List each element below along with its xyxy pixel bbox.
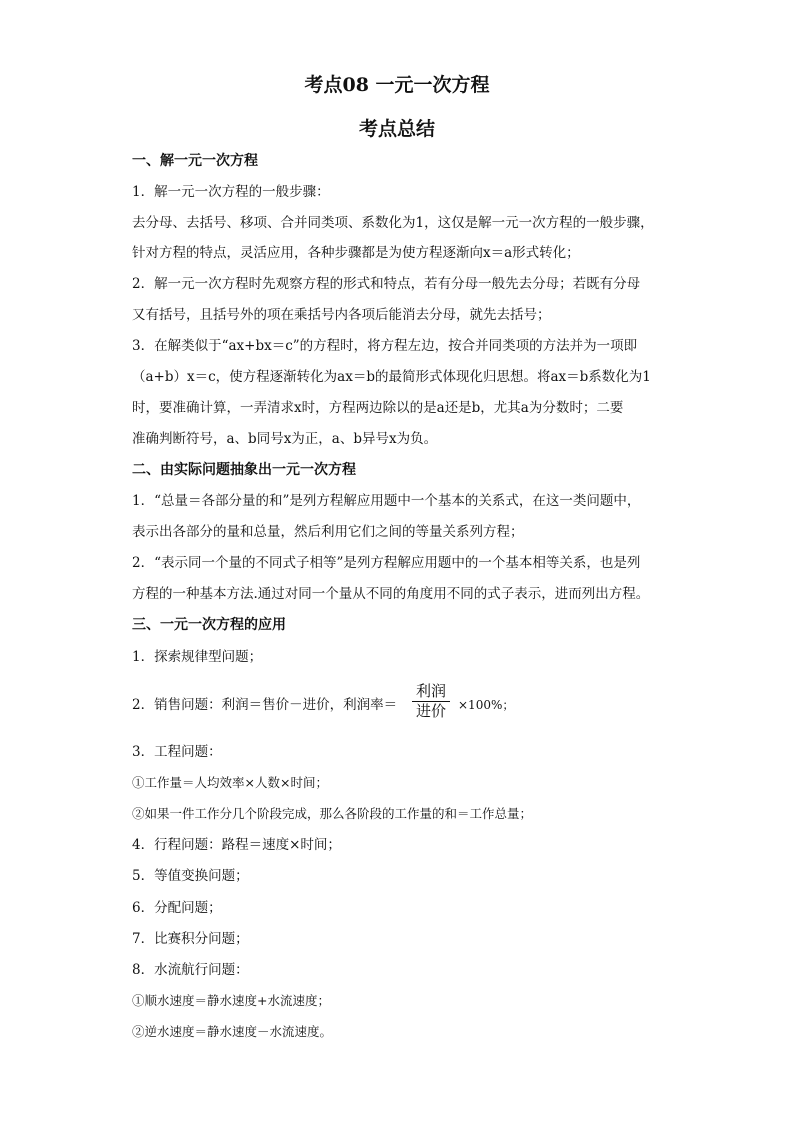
text-line: 去分母、去括号、移项、合并同类项、系数化为1，这仅是解一元一次方程的一般步骤，	[132, 215, 654, 231]
text-line: 时，要准确计算，一弄清求x时，方程两边除以的是a还是b，尤其a为分数时；二要	[132, 400, 624, 416]
profit-rate-fraction	[412, 682, 450, 721]
text-line: 7．比赛积分问题；	[132, 931, 249, 947]
sales-problem-suffix	[458, 696, 514, 714]
fraction-denominator: 进价	[416, 702, 447, 720]
text-line: 准确判断符号，a、b同号x为正，a、b异号x为负。	[132, 431, 438, 447]
text-line: 4．行程问题：路程＝速度×时间；	[132, 837, 341, 853]
section-heading: 一、解一元一次方程	[132, 153, 258, 169]
text-line: 6．分配问题；	[132, 900, 222, 916]
text-line: 1．探索规律型问题；	[132, 649, 263, 665]
section-heading: 三、一元一次方程的应用	[132, 617, 286, 633]
text-line: ②如果一件工作分几个阶段完成，那么各阶段的工作量的和＝工作总量；	[132, 806, 533, 821]
text-line: ①工作量＝人均效率×人数×时间；	[132, 775, 328, 790]
text-line: 方程的一种基本方法.通过对同一个量从不同的角度用不同的式子表示，进而列出方程。	[132, 586, 650, 602]
text-line: 8．水流航行问题：	[132, 962, 249, 978]
text-line: （a+b）x＝c，使方程逐渐转化为ax＝b的最简形式体现化归思想。将ax＝b系数化为1	[132, 369, 651, 385]
sales-problem-prefix	[132, 696, 397, 714]
text-line: 2．“表示同一个量的不同式子相等”是列方程解应用题中的一个基本相等关系，也是列	[132, 555, 641, 571]
text-line: 3．在解类似于“ax+bx＝c”的方程时，将方程左边，按合并同类项的方法并为一项即	[132, 338, 638, 354]
text-line: 1．解一元一次方程的一般步骤：	[132, 184, 330, 200]
text-line: ①顺水速度＝静水速度+水流速度；	[132, 993, 330, 1008]
text-line: 2．解一元一次方程时先观察方程的形式和特点，若有分母一般先去分母；若既有分母	[132, 276, 641, 292]
section-heading: 二、由实际问题抽象出一元一次方程	[132, 462, 356, 478]
sales-suffix-text: ×100%；	[458, 698, 515, 712]
sales-prefix-text: 2．销售问题：利润＝售价－进价，利润率＝	[132, 697, 398, 713]
text-line: 1．“总量＝各部分量的和”是列方程解应用题中一个基本的关系式，在这一类问题中，	[132, 493, 641, 509]
text-line: 表示出各部分的量和总量，然后利用它们之间的等量关系列方程；	[132, 524, 524, 540]
text-line: 3．工程问题：	[132, 744, 222, 760]
text-line: 针对方程的特点，灵活应用，各种步骤都是为使方程逐渐向x＝a形式转化；	[132, 245, 580, 261]
text-line: 5．等值变换问题；	[132, 868, 249, 884]
text-line: ②逆水速度＝静水速度－水流速度。	[132, 1024, 333, 1039]
fraction-numerator: 利润	[412, 682, 450, 702]
document-title: 考点08 一元一次方程	[304, 74, 490, 96]
text-line: 又有括号，且括号外的项在乘括号内各项后能消去分母，就先去括号；	[132, 307, 551, 323]
document-subtitle: 考点总结	[358, 118, 435, 140]
